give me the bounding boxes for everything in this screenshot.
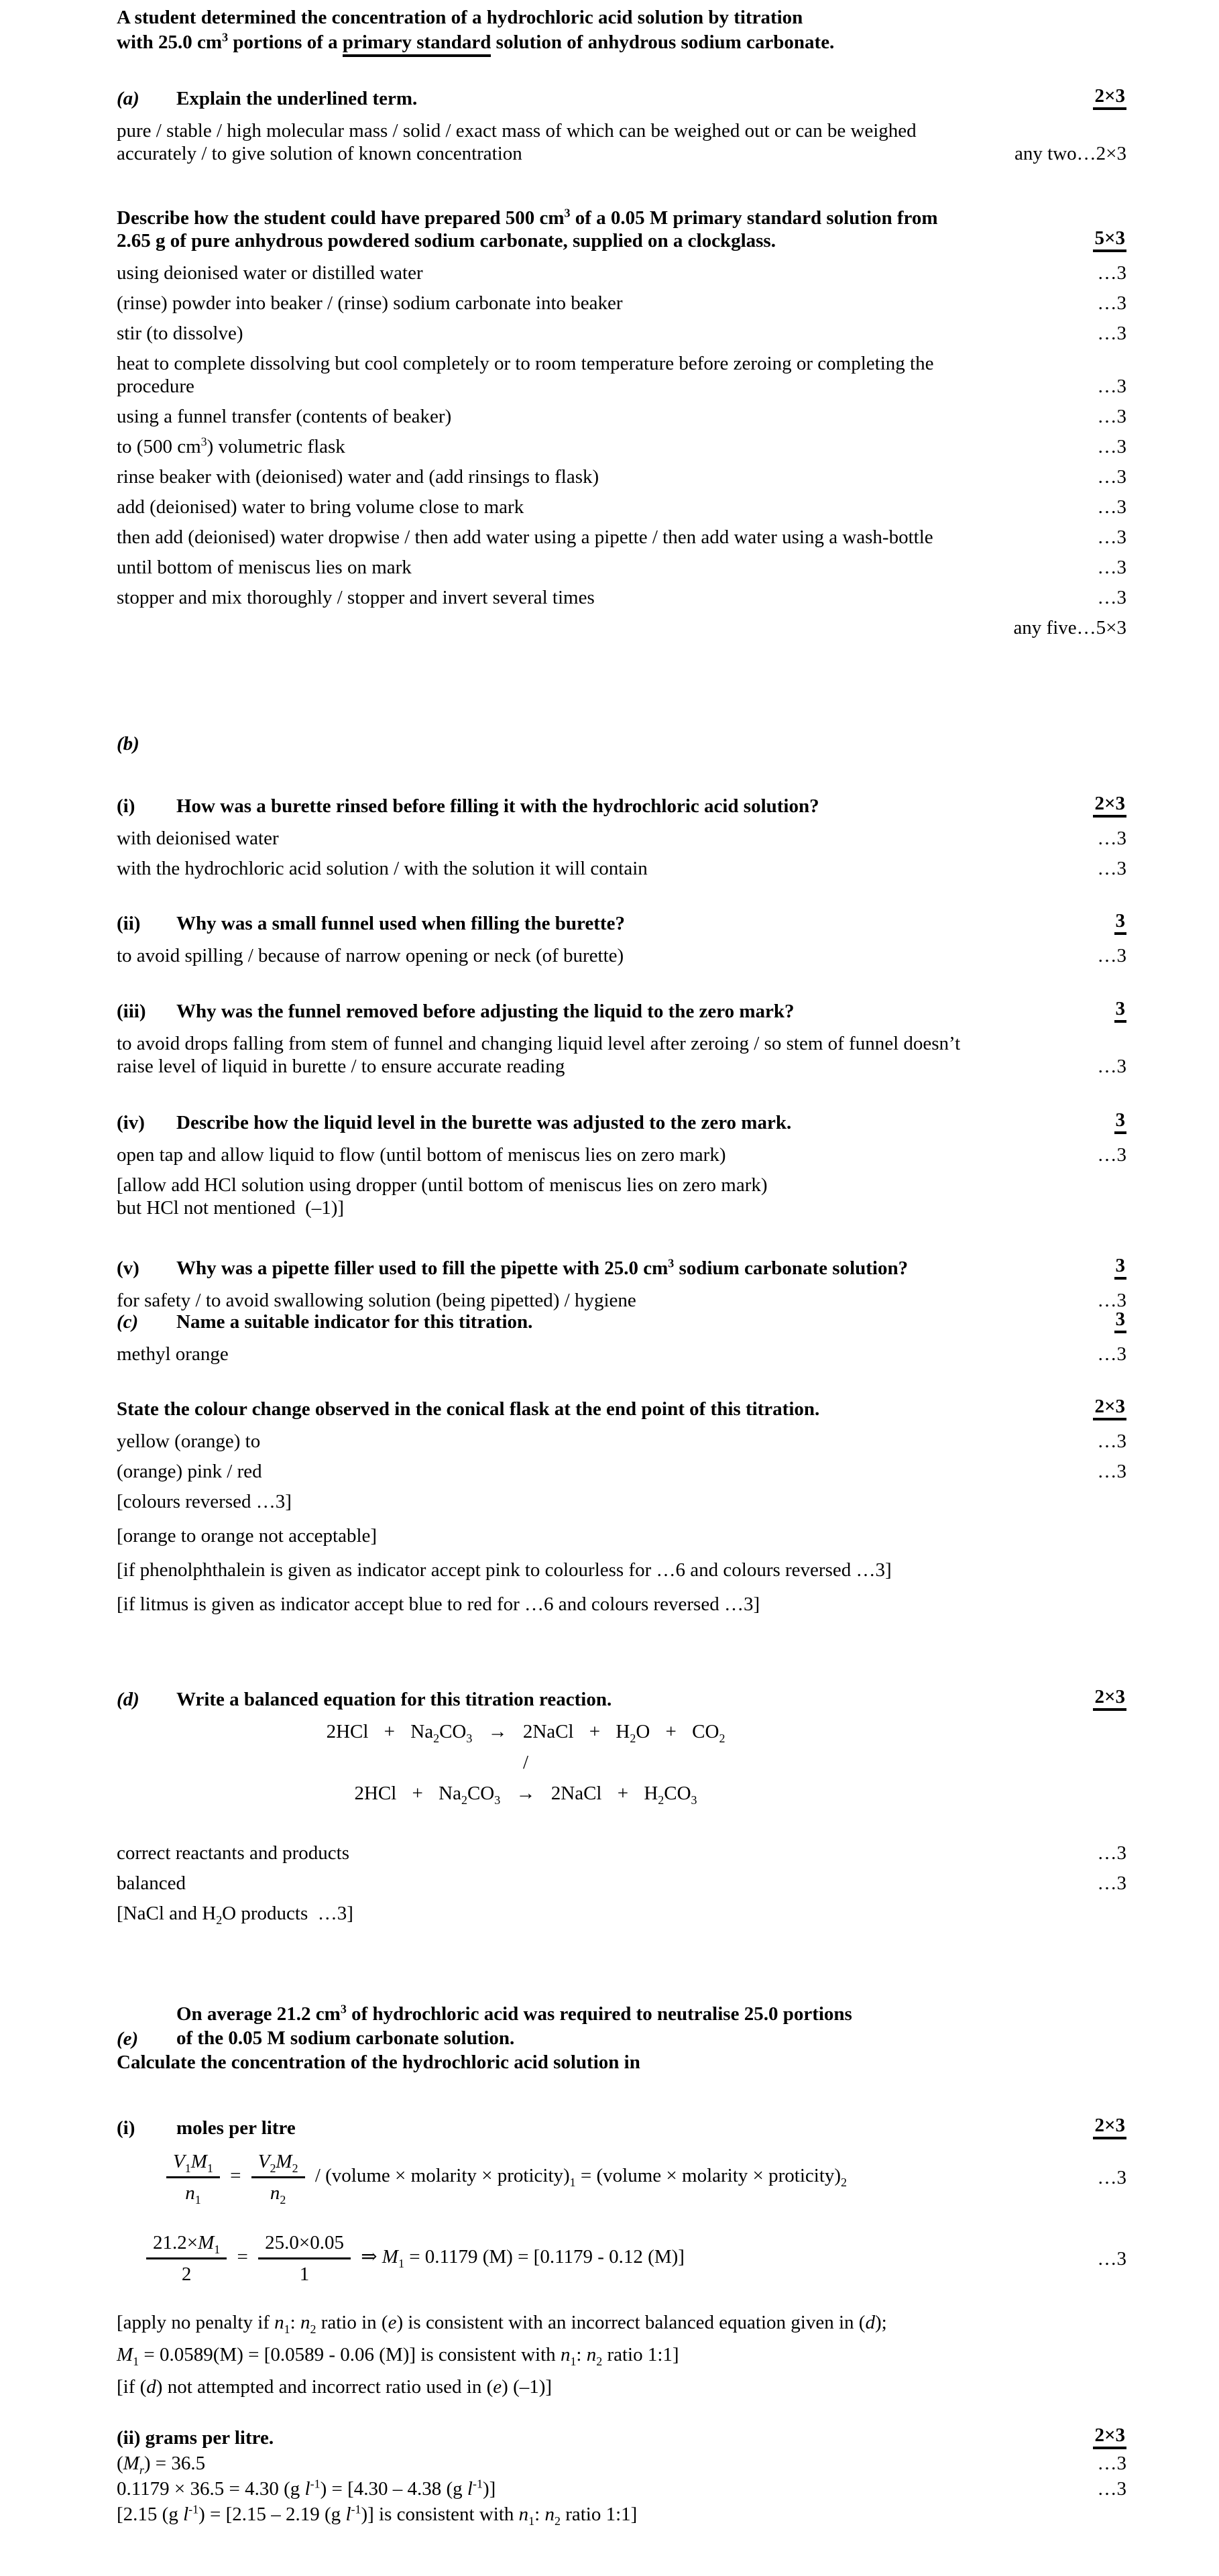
question-e-ii-body [117, 2426, 1093, 2449]
intro-title-line-0: A student determined the concentration of a hydrochloric acid solution by titration [117, 7, 803, 28]
answer-d-balanced-line-0: balanced [117, 1872, 186, 1894]
note-e-i-consistent [117, 2343, 1126, 2366]
section-part-c [117, 1309, 1126, 1373]
note-orange-orange-body [117, 1524, 1126, 1547]
note-phenolphthalein-line-0: [if phenolphthalein is given as indicator accept pink to colourless for …6 and colours reversed …3] [117, 1559, 892, 1581]
answer-heat-line-0: heat to complete dissolving but cool completely or to room temperature before zeroing or completing the [117, 353, 934, 374]
answer-b-i-1 [117, 827, 1126, 850]
formula-dilution [117, 2149, 1126, 2206]
question-b-i-body [176, 795, 1093, 818]
label-b-line-0: (b) [117, 733, 139, 754]
question-b-iv-mark: 3 [1114, 1110, 1127, 1134]
answer-meniscus [117, 556, 1126, 579]
question-b-ii-mark: 3 [1114, 911, 1127, 935]
answer-a-mark: any two…2×3 [1014, 143, 1126, 164]
note-e-i-consistent-body [117, 2343, 1126, 2366]
answer-funnel-transfer-body [117, 405, 1088, 428]
answer-deionised-water [117, 262, 1126, 284]
question-a-line-0: Explain the underlined term. [176, 88, 418, 109]
question-e-line-0: On average 21.2 $cm^3$ of hydrochloric acid was required to neutralise 25.0 portions [176, 2002, 852, 2025]
section-colour [117, 1396, 1126, 1627]
answer-e-ii-mr-line-0: $(M_r) = 36.5$ [117, 2453, 206, 2477]
formula-calculation-denominator-2: 1 [299, 2263, 310, 2285]
section-b-iv [117, 1110, 1126, 1229]
question-e-calc [117, 2050, 1126, 2074]
answer-d-balanced [117, 1872, 1126, 1895]
equation-2 [117, 1782, 1126, 1805]
answer-d-correct-body [117, 1842, 1088, 1864]
answer-meniscus-mark: …3 [1097, 557, 1126, 578]
question-e-line-1: of the 0.05 M sodium carbonate solution. [176, 2027, 515, 2049]
note-e-i-consistent-line-0: $M_1 = 0.0589(M) = [0.0589 - 0.06$ (M)] is consistent with $n_1$: $n_2$ ratio 1:1] [117, 2344, 679, 2368]
formula-dilution-fraction-2 [251, 2149, 305, 2206]
question-e [117, 2002, 1126, 2050]
answer-b-ii-body [117, 944, 1088, 967]
question-b-ii-label: (ii) [117, 913, 141, 934]
intro-title-body [117, 5, 1126, 55]
section-b-ii [117, 911, 1126, 974]
answer-b-i-2 [117, 857, 1126, 880]
answer-meniscus-body [117, 556, 1088, 579]
formula-calculation-body [117, 2230, 1088, 2287]
note-b-iv-body [117, 1174, 1126, 1219]
question-prep-body [117, 207, 1093, 252]
question-a-label: (a) [117, 88, 139, 109]
answer-colour-2 [117, 1460, 1126, 1483]
formula-dilution-denominator-2: $n_2$ [270, 2182, 286, 2206]
equation-slash-text: / [522, 1752, 529, 1773]
answer-rinse-powder-body [117, 292, 1088, 315]
question-colour-mark: 2×3 [1093, 1396, 1126, 1420]
formula-calculation-part-3: ⇒ $M_1 = 0.1179$ (M) = [0.1179 - 0.12 (M)] [355, 2246, 685, 2270]
answer-stir [117, 322, 1126, 345]
question-a-body [176, 87, 1093, 110]
note-d-products-body [117, 1902, 1126, 1925]
question-e-label: (e) [117, 2028, 139, 2050]
formula-calculation-numerator-0: $21.2\times M_1$ [146, 2230, 227, 2259]
question-e-ii-line-0: (ii) grams per litre. [117, 2427, 274, 2449]
question-b-v-label: (v) [117, 1257, 139, 1279]
section-prep [117, 207, 1126, 647]
note-litmus-line-0: [if litmus is given as indicator accept blue to red for …6 and colours reversed …3] [117, 1593, 760, 1615]
question-prep-line-0: Describe how the student could have prepared 500 $cm^3$ of a 0.05 M primary standard solution from [117, 206, 938, 229]
answer-a-line-1: accurately / to give solution of known concentration [117, 143, 522, 164]
question-b-iv-body [176, 1111, 1114, 1134]
formula-calculation [117, 2230, 1126, 2287]
note-litmus [117, 1593, 1126, 1616]
equation-1 [117, 1720, 1126, 1743]
note-d-products [117, 1902, 1126, 1925]
question-d-line-0: Write a balanced equation for this titration reaction. [176, 1689, 612, 1710]
note-e-i-not-attempted-line-0: [if (d) not attempted and incorrect ratio used in (e) (–1)] [117, 2376, 553, 2398]
formula-dilution-numerator-0: $V_1M_1$ [166, 2149, 220, 2178]
answer-colour-1 [117, 1430, 1126, 1453]
answer-stopper-body [117, 586, 1088, 609]
question-b-v-line-0: Why was a pipette filler used to fill the pipette with 25.0 $cm^3$ sodium carbonate solution? [176, 1256, 909, 1279]
answer-e-ii-calc [117, 2477, 1126, 2500]
any-five-line-0: any five…5×3 [1013, 617, 1126, 638]
formula-calculation-fraction-0 [146, 2230, 227, 2287]
question-b-ii-line-0: Why was a small funnel used when filling the burette? [176, 913, 625, 934]
note-colours-reversed-body [117, 1490, 1126, 1513]
answer-b-iv-body [117, 1143, 1088, 1166]
answer-volumetric-flask [117, 435, 1126, 458]
answer-rinse-beaker [117, 465, 1126, 488]
answer-colour-2-line-0: (orange) pink / red [117, 1461, 262, 1482]
question-d-body [176, 1688, 1093, 1711]
question-b-iii-line-0: Why was the funnel removed before adjusting the liquid to the zero mark? [176, 1001, 795, 1022]
answer-colour-2-mark: …3 [1097, 1461, 1126, 1482]
answer-rinse-powder-mark: …3 [1097, 292, 1126, 314]
answer-rinse-beaker-line-0: rinse beaker with (deionised) water and (add rinsings to flask) [117, 466, 599, 488]
answer-funnel-transfer [117, 405, 1126, 428]
any-five [117, 616, 1126, 639]
question-e-i-line-0: moles per litre [176, 2117, 296, 2139]
answer-b-i-2-body [117, 857, 1088, 880]
equation-2-text: $2HCl + Na_2CO_3$ → 2NaCl + $H_2CO_3$ [354, 1783, 697, 1807]
note-b-iv-line-1: but HCl not mentioned (–1)] [117, 1197, 345, 1219]
label-b-body [117, 732, 1126, 755]
answer-b-ii [117, 944, 1126, 967]
question-b-iii [117, 999, 1126, 1023]
answer-b-v [117, 1289, 1126, 1312]
note-e-ii-consistent-body [117, 2503, 1126, 2526]
answer-heat-body [117, 352, 1088, 398]
note-e-i-penalty-body [117, 2311, 1126, 2334]
answer-heat-line-1: procedure [117, 376, 194, 397]
answer-funnel-transfer-line-0: using a funnel transfer (contents of beaker) [117, 406, 452, 427]
question-b-v [117, 1255, 1126, 1280]
question-e-ii [117, 2425, 1126, 2449]
answer-volumetric-flask-mark: …3 [1097, 436, 1126, 457]
note-e-ii-consistent-line-0: [2.15 (g $l^{-1}) = [2.15 - 2.19$ (g $l^{-1}$)] is consistent with $n_1$: $n_2$ ratio 1:1] [117, 2502, 638, 2528]
question-e-i-mark: 2×3 [1093, 2115, 1126, 2139]
answer-b-iv-line-0: open tap and allow liquid to flow (until bottom of meniscus lies on zero mark) [117, 1144, 726, 1166]
answer-e-ii-calc-line-0: 0.1179 × 36.5 = 4.30 (g $l^{-1}) = [4.30 - 4.38$ (g $l^{-1}$)] [117, 2477, 496, 2500]
note-b-iv-line-0: [allow add HCl solution using dropper (until bottom of meniscus lies on zero mark) [117, 1174, 768, 1196]
answer-add-water-mark: …3 [1097, 496, 1126, 518]
answer-b-i-2-mark: …3 [1097, 858, 1126, 879]
answer-stopper-mark: …3 [1097, 587, 1126, 608]
question-e-ii-mark: 2×3 [1093, 2425, 1126, 2449]
formula-calculation-part-1: = [232, 2246, 253, 2268]
question-b-iv-label: (iv) [117, 1112, 145, 1133]
formula-dilution-part-3: / (volume × molarity × $proticity)_1$ = (volume × molarity × $proticity)_2$ [310, 2165, 848, 2189]
note-e-i-penalty-line-0: [apply no penalty if $n_1$: $n_2$ ratio in (e) is consistent with an incorrect balanced equation given in (d); [117, 2312, 887, 2336]
formula-calculation-numerator-2: 25.0×0.05 [258, 2230, 351, 2259]
answer-b-iii-body [117, 1032, 1088, 1078]
question-b-iv-line-0: Describe how the liquid level in the burette was adjusted to the zero mark. [176, 1112, 792, 1133]
note-colours-reversed-line-0: [colours reversed …3] [117, 1491, 292, 1512]
formula-dilution-body [117, 2149, 1088, 2206]
question-b-i-mark: 2×3 [1093, 793, 1126, 818]
answer-colour-2-body [117, 1460, 1088, 1483]
answer-b-iv [117, 1143, 1126, 1166]
answer-stopper [117, 586, 1126, 609]
answer-d-correct-mark: …3 [1097, 1842, 1126, 1864]
formula-dilution-mark: …3 [1097, 2166, 1126, 2188]
answer-c-body [117, 1343, 1088, 1365]
note-e-ii-consistent [117, 2503, 1126, 2526]
question-d-label: (d) [117, 1689, 139, 1710]
question-a-mark: 2×3 [1093, 86, 1126, 110]
question-prep-mark: 5×3 [1093, 228, 1126, 252]
answer-add-water [117, 496, 1126, 518]
note-e-i-not-attempted-body [117, 2375, 1126, 2398]
answer-b-iii-mark: …3 [1097, 1056, 1126, 1077]
answer-colour-1-body [117, 1430, 1088, 1453]
answer-rinse-powder [117, 292, 1126, 315]
answer-b-ii-line-0: to avoid spilling / because of narrow opening or neck (of burette) [117, 945, 624, 966]
answer-c-line-0: methyl orange [117, 1343, 229, 1365]
formula-dilution-part-1: = [225, 2165, 246, 2187]
answer-b-v-mark: …3 [1097, 1290, 1126, 1311]
question-c-label: (c) [117, 1311, 139, 1333]
answer-a-line-0: pure / stable / high molecular mass / solid / exact mass of which can be weighed out or can be weighed [117, 120, 917, 142]
answer-b-i-1-line-0: with deionised water [117, 828, 279, 849]
question-e-i-body [176, 2117, 1093, 2139]
section-part-e [117, 2002, 1126, 2074]
equation-1-text: $2HCl + Na_2CO_3$ → 2NaCl + $H_2O + CO_2$ [326, 1721, 725, 1745]
answer-d-balanced-body [117, 1872, 1088, 1895]
question-b-iv [117, 1110, 1126, 1134]
answer-c-mark: …3 [1097, 1343, 1126, 1365]
answer-e-ii-calc-body [117, 2477, 1088, 2500]
answer-d-correct-line-0: correct reactants and products [117, 1842, 350, 1864]
formula-calculation-mark: …3 [1097, 2247, 1126, 2270]
answer-e-ii-mr [117, 2452, 1126, 2475]
question-b-v-mark: 3 [1114, 1255, 1127, 1280]
note-orange-orange [117, 1524, 1126, 1547]
question-c-line-0: Name a suitable indicator for this titration. [176, 1311, 533, 1333]
any-five-body [1013, 616, 1126, 639]
answer-e-ii-mr-mark: …3 [1097, 2453, 1126, 2474]
answer-b-ii-mark: …3 [1097, 945, 1126, 966]
answer-b-v-body [117, 1289, 1088, 1312]
note-b-iv [117, 1174, 1126, 1219]
question-e-calc-line-0: Calculate the concentration of the hydrochloric acid solution in [117, 2052, 640, 2073]
section-intro [117, 5, 1126, 62]
formula-dilution-numerator-2: $V_2M_2$ [251, 2149, 305, 2178]
section-part-a [117, 86, 1126, 172]
question-b-i-label: (i) [117, 795, 135, 817]
answer-b-i-1-body [117, 827, 1088, 850]
note-litmus-body [117, 1593, 1126, 1616]
answer-deionised-water-line-0: using deionised water or distilled water [117, 262, 423, 284]
answer-stir-body [117, 322, 1088, 345]
note-phenolphthalein [117, 1559, 1126, 1581]
answer-b-iii-line-0: to avoid drops falling from stem of funnel and changing liquid level after zeroing / so stem of funnel doesn’t [117, 1033, 961, 1054]
equation-slash-equation [190, 1751, 861, 1774]
answer-add-water-line-0: add (deionised) water to bring volume close to mark [117, 496, 524, 518]
question-b-i [117, 793, 1126, 818]
answer-b-v-line-0: for safety / to avoid swallowing solution (being pipetted) / hygiene [117, 1290, 636, 1311]
note-orange-orange-line-0: [orange to orange not acceptable] [117, 1525, 378, 1547]
answer-dropwise-body [117, 526, 1088, 549]
question-colour-body [117, 1398, 1093, 1420]
answer-b-iii [117, 1032, 1126, 1078]
question-prep-line-1: 2.65 g of pure anhydrous powdered sodium carbonate, supplied on a clockglass. [117, 230, 776, 251]
answer-a [117, 119, 1126, 165]
intro-title [117, 5, 1126, 55]
answer-dropwise-mark: …3 [1097, 526, 1126, 548]
intro-title-line-1: with 25.0 $cm^3$ portions of a primary standard solution of anhydrous sodium carbonate. [117, 30, 1126, 55]
answer-b-i-2-line-0: with the hydrochloric acid solution / with the solution it will contain [117, 858, 648, 879]
answer-b-iv-mark: …3 [1097, 1144, 1126, 1166]
section-e-i [117, 2115, 1126, 2408]
section-e-ii [117, 2425, 1126, 2528]
answer-b-i-1-mark: …3 [1097, 828, 1126, 849]
question-b-v-body [176, 1257, 1114, 1280]
answer-volumetric-flask-body [117, 435, 1088, 458]
question-b-i-line-0: How was a burette rinsed before filling it with the hydrochloric acid solution? [176, 795, 819, 817]
question-colour-line-0: State the colour change observed in the conical flask at the end point of this titration. [117, 1398, 820, 1420]
question-b-iii-label: (iii) [117, 1001, 146, 1022]
section-b-iii [117, 999, 1126, 1085]
label-b [117, 732, 1126, 755]
equation-slash [117, 1751, 1126, 1774]
question-b-iii-mark: 3 [1114, 999, 1127, 1023]
equation-2-equation [190, 1782, 861, 1805]
answer-rinse-beaker-mark: …3 [1097, 466, 1126, 488]
answer-heat [117, 352, 1126, 398]
section-part-d [117, 1687, 1126, 1936]
answer-stir-line-0: stir (to dissolve) [117, 323, 243, 344]
question-c [117, 1309, 1126, 1333]
answer-rinse-beaker-body [117, 465, 1088, 488]
question-colour [117, 1396, 1126, 1420]
answer-dropwise-line-0: then add (deionised) water dropwise / then add water using a pipette / then add water using a wash-bottle [117, 526, 933, 548]
answer-deionised-water-body [117, 262, 1088, 284]
formula-dilution-denominator-0: $n_1$ [185, 2182, 201, 2206]
question-d-mark: 2×3 [1093, 1687, 1126, 1711]
answer-deionised-water-mark: …3 [1097, 262, 1126, 284]
answer-c [117, 1343, 1126, 1365]
question-d [117, 1687, 1126, 1711]
answer-funnel-transfer-mark: …3 [1097, 406, 1126, 427]
answer-heat-mark: …3 [1097, 376, 1126, 397]
section-part-b [117, 732, 1126, 763]
question-b-ii-body [176, 912, 1114, 935]
question-e-body [176, 2002, 1126, 2050]
answer-add-water-body [117, 496, 1088, 518]
answer-e-ii-mr-body [117, 2452, 1088, 2475]
note-e-i-not-attempted [117, 2375, 1126, 2398]
section-b-i [117, 793, 1126, 887]
note-colours-reversed [117, 1490, 1126, 1513]
question-e-i-label: (i) [117, 2117, 135, 2139]
question-e-calc-body [117, 2050, 1126, 2074]
answer-rinse-powder-line-0: (rinse) powder into beaker / (rinse) sodium carbonate into beaker [117, 292, 623, 314]
answer-stir-mark: …3 [1097, 323, 1126, 344]
answer-e-ii-calc-mark: …3 [1097, 2478, 1126, 2500]
formula-calculation-denominator-0: 2 [181, 2263, 192, 2285]
answer-stopper-line-0: stopper and mix thoroughly / stopper and invert several times [117, 587, 595, 608]
answer-d-correct [117, 1842, 1126, 1864]
equation-1-equation [190, 1720, 861, 1743]
note-phenolphthalein-body [117, 1559, 1126, 1581]
question-c-body [176, 1310, 1114, 1333]
question-b-iii-body [176, 1000, 1114, 1023]
answer-d-balanced-mark: …3 [1097, 1872, 1126, 1894]
formula-dilution-fraction-0 [166, 2149, 220, 2206]
answer-volumetric-flask-line-0: to (500 $cm^3$) volumetric flask [117, 435, 345, 457]
question-c-mark: 3 [1114, 1309, 1127, 1333]
question-e-i [117, 2115, 1126, 2139]
answer-a-body [117, 119, 1005, 165]
question-b-ii [117, 911, 1126, 935]
answer-colour-1-mark: …3 [1097, 1431, 1126, 1452]
answer-meniscus-line-0: until bottom of meniscus lies on mark [117, 557, 412, 578]
note-d-products-line-0: [NaCl and $H_2O$ products …3] [117, 1903, 353, 1927]
note-e-i-penalty [117, 2311, 1126, 2334]
question-a [117, 86, 1126, 110]
answer-dropwise [117, 526, 1126, 549]
answer-b-iii-line-1: raise level of liquid in burette / to ensure accurate reading [117, 1056, 565, 1077]
question-prep [117, 207, 1126, 252]
formula-calculation-fraction-2 [258, 2230, 351, 2287]
answer-colour-1-line-0: yellow (orange) to [117, 1431, 261, 1452]
